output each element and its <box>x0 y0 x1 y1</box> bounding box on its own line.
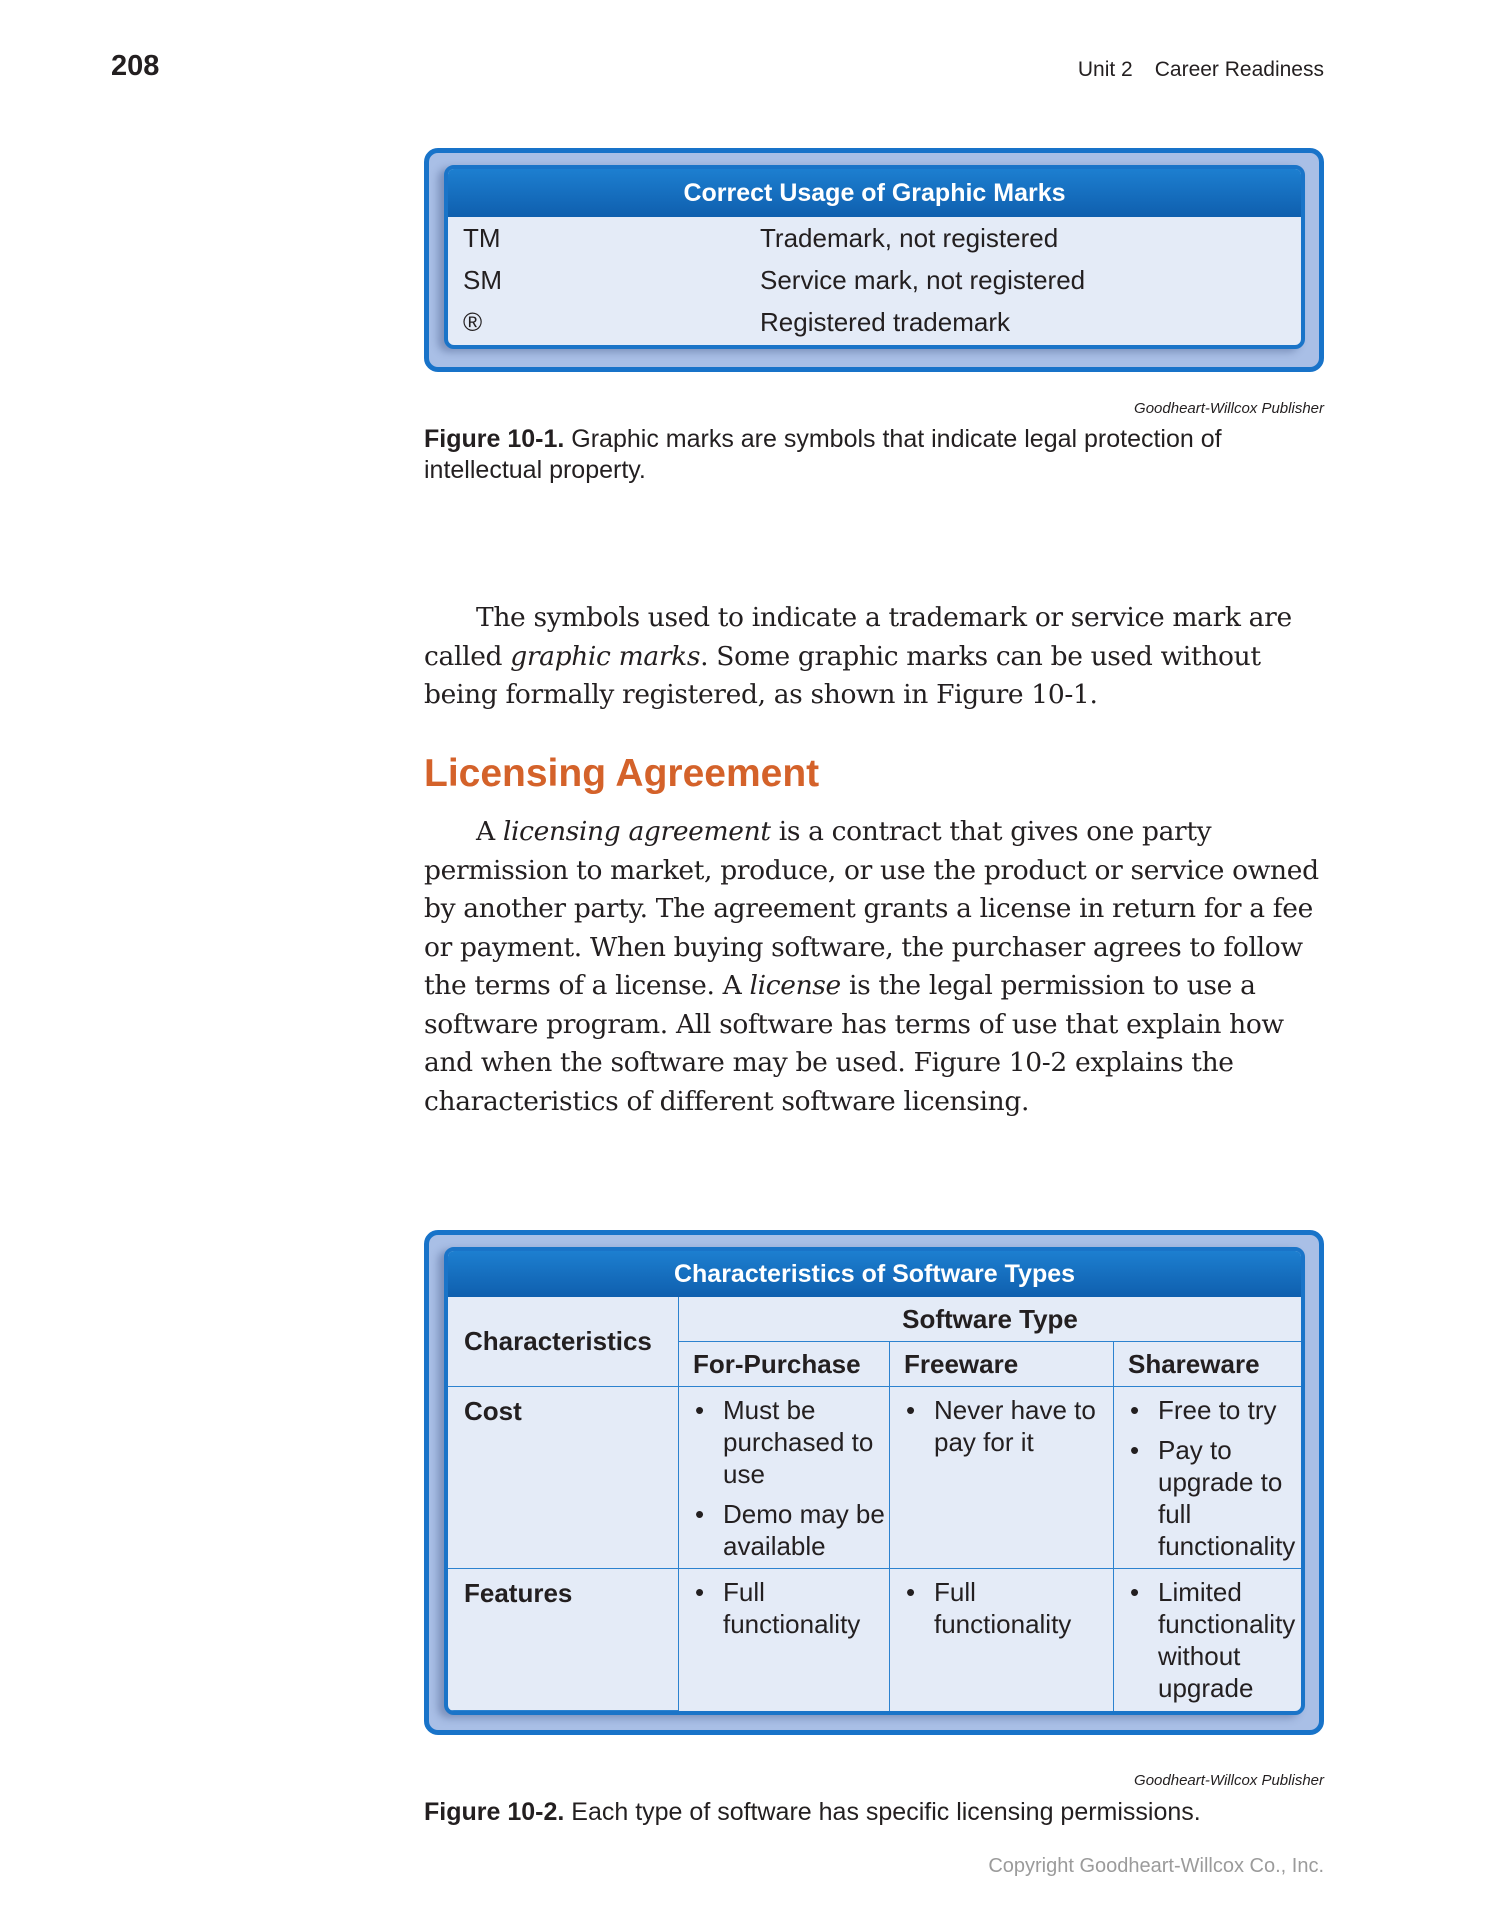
unit-title: Career Readiness <box>1154 58 1324 81</box>
figure-10-2-title: Characteristics of Software Types <box>448 1251 1301 1297</box>
mark-meaning: Registered trademark <box>760 307 1010 337</box>
figure-10-1-table <box>424 148 1324 372</box>
header-freeware: Freeware <box>890 1342 1114 1387</box>
text-run: A <box>476 816 503 847</box>
mark-meaning: Trademark, not registered <box>760 223 1059 253</box>
list-item: • Limited functionality without upgrade <box>1128 1576 1301 1704</box>
marks-row-tm <box>448 217 1301 259</box>
row-label-features: Features <box>448 1569 679 1711</box>
list-item: • Full functionality <box>693 1576 889 1640</box>
mark-symbol: TM <box>463 223 501 253</box>
cell-freeware-cost <box>890 1387 1114 1569</box>
unit-label: Unit 2 <box>1077 58 1133 81</box>
list-item: • Full functionality <box>904 1576 1113 1640</box>
marks-row-registered <box>448 301 1301 345</box>
table-row <box>448 1569 1301 1711</box>
figure-10-1-caption <box>424 424 1324 486</box>
text-run: . Some graphic marks can be used without being formally registered, as shown in Figure 10-1. <box>424 640 1261 710</box>
cell-shareware-cost <box>1114 1387 1302 1569</box>
cell-for-purchase-cost <box>679 1387 890 1569</box>
list-item: • Demo may be available <box>693 1498 889 1562</box>
figure-10-1-credit: Goodheart-Willcox Publisher <box>1134 400 1324 417</box>
term-graphic-marks: graphic marks <box>510 640 701 672</box>
list-item: • Pay to upgrade to full functionality <box>1128 1434 1301 1562</box>
row-label-cost: Cost <box>448 1387 679 1569</box>
marks-row-sm <box>448 259 1301 301</box>
list-item: • Must be purchased to use <box>693 1394 889 1490</box>
text-run: is a contract that gives one party permission to market, produce, or use the product or service owned by another party. The agreement grants a license in return for a fee or payment. When buying software, the purchaser agrees to follow the terms of a license. A <box>424 816 1319 1001</box>
figure-10-1-title: Correct Usage of Graphic Marks <box>448 169 1301 217</box>
caption-label: Figure 10-2. <box>424 1798 565 1826</box>
list-item: • Never have to pay for it <box>904 1394 1113 1458</box>
section-heading: Licensing Agreement <box>424 752 820 795</box>
caption-text: Each type of software has specific licensing permissions. <box>571 1798 1201 1826</box>
mark-symbol: ® <box>463 307 483 337</box>
cell-for-purchase-features <box>679 1569 890 1711</box>
page-number: 208 <box>111 50 160 82</box>
cell-shareware-features <box>1114 1569 1302 1711</box>
running-head <box>1078 58 1324 82</box>
paragraph-graphic-marks <box>424 599 1334 715</box>
term-licensing-agreement: licensing agreement <box>502 816 771 847</box>
header-for-purchase: For-Purchase <box>679 1342 890 1387</box>
table-row <box>448 1387 1301 1569</box>
figure-10-2-credit: Goodheart-Willcox Publisher <box>1134 1772 1324 1789</box>
caption-label: Figure 10-1. <box>424 425 565 453</box>
header-software-type: Software Type <box>679 1297 1302 1342</box>
term-license: license <box>749 970 841 1001</box>
text-run: The symbols used to indicate a trademark or service mark are called <box>424 602 1292 672</box>
mark-symbol: SM <box>463 265 502 295</box>
text-run: is the legal permission to use a software program. All software has terms of use that explain how and when the software may be used. Figure 10-2 explains the characteristics of different software licensing. <box>424 970 1284 1117</box>
header-shareware: Shareware <box>1114 1342 1302 1387</box>
header-characteristics: Characteristics <box>448 1297 679 1387</box>
mark-meaning: Service mark, not registered <box>760 265 1086 295</box>
figure-10-2-table <box>424 1230 1324 1735</box>
copyright-notice: Copyright Goodheart-Willcox Co., Inc. <box>988 1855 1324 1877</box>
caption-text: Graphic marks are symbols that indicate legal protection of intellectual property. <box>424 425 1222 484</box>
paragraph-licensing <box>424 813 1334 1121</box>
software-types-table <box>448 1297 1301 1711</box>
figure-10-2-caption <box>424 1797 1324 1828</box>
cell-freeware-features <box>890 1569 1114 1711</box>
list-item: • Free to try <box>1128 1394 1301 1426</box>
